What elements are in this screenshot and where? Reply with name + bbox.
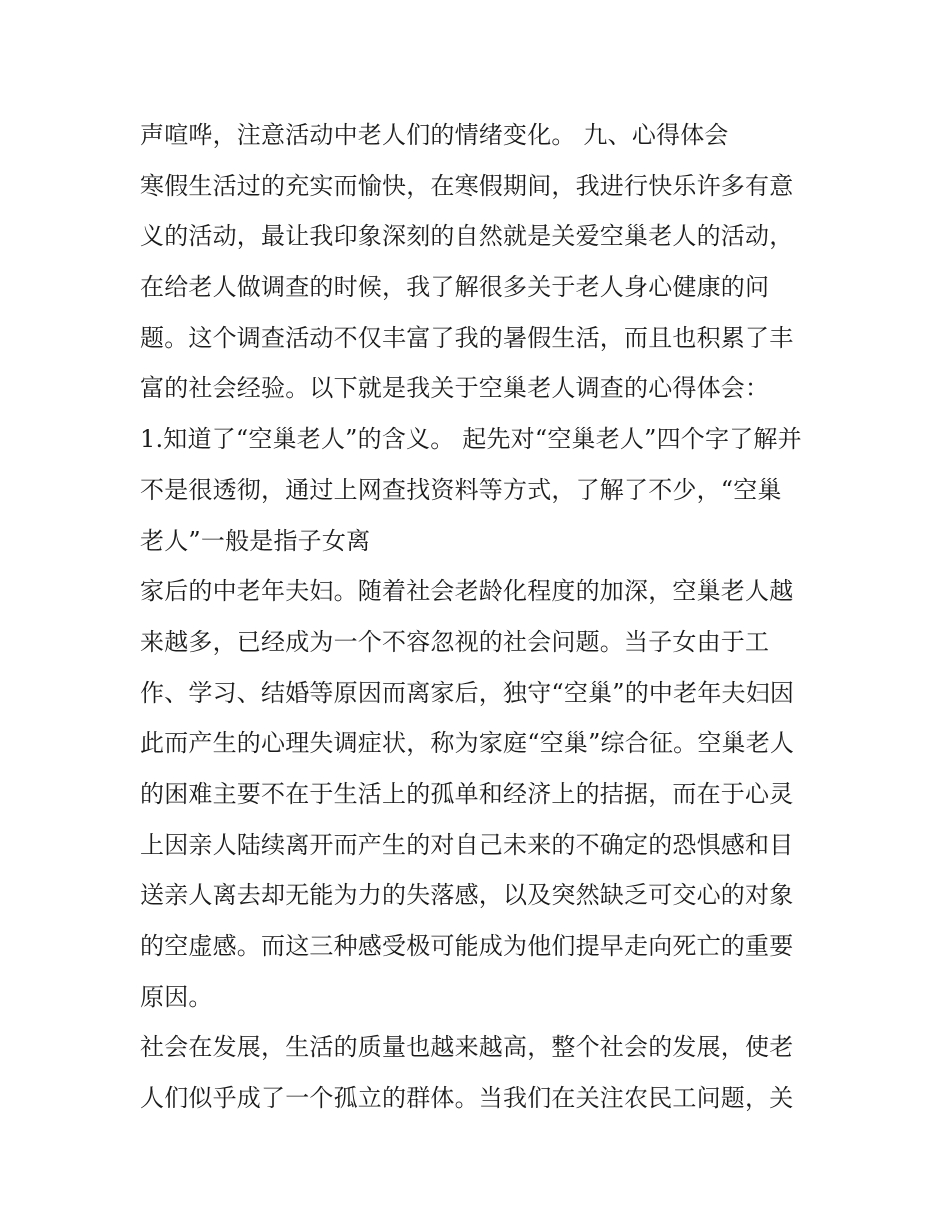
text-line: 家后的中老年夫妇。随着社会老龄化程度的加深，空巢老人越 [140,577,794,606]
text-line: 富的社会经验。以下就是我关于空巢老人调查的心得体会： [140,374,770,403]
text-line: 社会在发展，生活的质量也越来越高，整个社会的发展，使老 [140,1033,794,1062]
text-line: 人们似乎成了一个孤立的群体。当我们在关注农民工问题，关 [140,1084,794,1113]
text-line: 声喧哗，注意活动中老人们的情绪变化。 九、心得体会 [140,121,729,149]
text-line: 不是很透彻，通过上网查找资料等方式，了解了不少，“空巢 [140,475,782,504]
text-line: 寒假生活过的充实而愉快，在寒假期间，我进行快乐许多有意 [140,171,794,200]
text-line: 上因亲人陆续离开而产生的对自己未来的不确定的恐惧感和目 [140,830,794,859]
text-line: 题。这个调查活动不仅丰富了我的暑假生活，而且也积累了丰 [140,323,794,352]
text-line: 来越多，已经成为一个不容忽视的社会问题。当子女由于工 [140,627,770,656]
text-line: 此而产生的心理失调症状，称为家庭“空巢”综合征。空巢老人 [140,729,795,758]
text-line: 1.知道了“空巢老人”的含义。 起先对“空巢老人”四个字了解并 [140,425,802,454]
text-line: 送亲人离去却无能为力的失落感，以及突然缺乏可交心的对象 [140,881,794,910]
text-line: 原因。 [140,982,213,1011]
text-line: 义的活动，最让我印象深刻的自然就是关爱空巢老人的活动， [140,222,794,251]
text-line: 老人”一般是指子女离 [140,526,371,555]
text-line: 的困难主要不在于生活上的孤单和经济上的拮据，而在于心灵 [140,779,794,808]
body-text [140,110,820,1124]
text-line: 的空虚感。而这三种感受极可能成为他们提早走向死亡的重要 [140,932,794,960]
text-line: 作、学习、结婚等原因而离家后，独守“空巢”的中老年夫妇因 [140,678,795,707]
text-line: 在给老人做调查的时候，我了解很多关于老人身心健康的问 [140,273,770,302]
